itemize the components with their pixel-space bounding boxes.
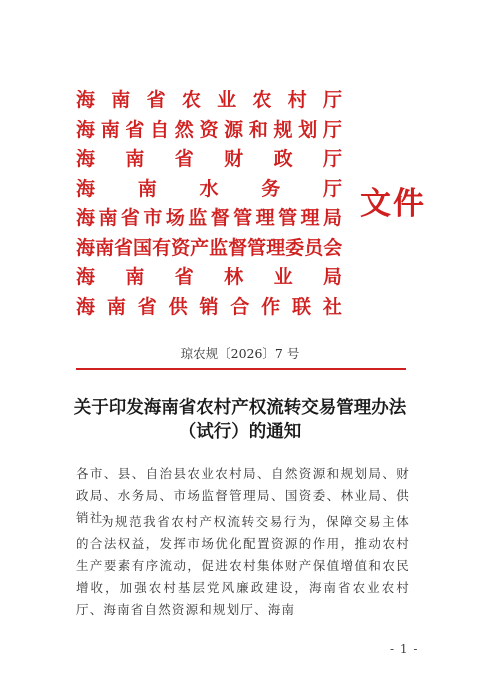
issuer-char: 合 (230, 295, 250, 318)
issuer-line (76, 204, 342, 234)
issuer-char: 省 (125, 118, 145, 141)
issuer-char: 业 (217, 89, 237, 111)
issuer-char: 源 (224, 118, 244, 141)
issuer-char: 农 (252, 89, 272, 111)
issuer-line (76, 116, 342, 146)
issuer-char: 社 (322, 295, 342, 318)
document-title-line-1: 关于印发海南省农村产权流转交易管理办法 (73, 398, 407, 418)
body-paragraph: 为规范我省农村产权流转交易行为，保障交易主体的合法权益，发挥市场优化配置资源的作用，推动农村生产要素有序流动，促进农村集体财产保值增值和农民增收，加强农村基层党风廉政建设，海南省农业农村厅、海南省自然资源和规划厅、海南 (76, 514, 410, 617)
issuer-char: 厅 (322, 148, 342, 170)
issuer-char: 省 (137, 295, 157, 318)
issuer-char: 理 (300, 207, 320, 229)
issuer-char: 南 (137, 177, 157, 200)
issuer-char: 局 (322, 266, 342, 288)
issuer-char: 南 (100, 118, 120, 141)
issuer-char: 省 (120, 207, 140, 229)
issuer-char: 销 (199, 295, 219, 318)
issuer-char: 南 (98, 207, 118, 229)
issuer-char: 海 (76, 266, 96, 288)
issuer-line (76, 175, 342, 205)
issuer-char: 务 (261, 177, 281, 200)
issuer-char: 资 (199, 118, 219, 141)
issuer-char: 水 (199, 177, 219, 200)
issuer-char: 村 (287, 89, 307, 111)
issuer-char: 市 (143, 207, 163, 229)
issuer-char: 厅 (322, 177, 342, 200)
issuer-char: 监 (209, 236, 229, 259)
issuer-list (76, 86, 342, 322)
issuer-char: 海 (76, 236, 96, 259)
issuer-char: 省 (174, 266, 194, 288)
recipients-paragraph: 各市、县、自治县农业农村局、自然资源和规划局、财政局、水务局、市场监督管理局、国资委、林业局、供销社： (76, 466, 410, 525)
issuer-char: 海 (76, 177, 96, 200)
issuer-char: 厅 (322, 89, 342, 111)
issuer-char: 南 (95, 236, 115, 259)
issuer-char: 农 (181, 89, 201, 111)
issuer-char: 供 (168, 295, 188, 318)
issuer-char: 规 (273, 118, 293, 141)
document-title-line-2: （试行）的通知 (178, 422, 302, 442)
issuer-char: 政 (273, 148, 293, 170)
issuer-char: 林 (224, 266, 244, 288)
issuer-char: 海 (76, 89, 96, 111)
issuer-char: 作 (261, 295, 281, 318)
issuer-line (76, 263, 342, 293)
issuer-char: 自 (150, 118, 170, 141)
issuer-line (76, 234, 342, 264)
issuer-char: 和 (248, 118, 268, 141)
issuer-char: 局 (322, 207, 342, 229)
issuer-char: 有 (152, 236, 172, 259)
issuer-char: 产 (190, 236, 210, 259)
issuer-char: 海 (76, 148, 96, 170)
issuer-char: 管 (278, 207, 298, 229)
issuer-char: 委 (285, 236, 305, 259)
document-suffix: 文件 (360, 186, 426, 222)
issuer-char: 海 (76, 207, 96, 229)
issuer-char: 南 (125, 148, 145, 170)
issuer-char: 海 (76, 118, 96, 141)
issuer-line (76, 293, 342, 323)
issuer-char: 管 (247, 236, 267, 259)
issuer-char: 划 (298, 118, 318, 141)
red-divider-line (76, 368, 406, 370)
issuer-char: 厅 (322, 118, 342, 141)
issuer-char: 南 (111, 89, 131, 111)
issuer-char: 南 (106, 295, 126, 318)
issuer-char: 督 (210, 207, 230, 229)
issuer-char: 省 (114, 236, 134, 259)
issuer-char: 国 (133, 236, 153, 259)
issuer-char: 资 (171, 236, 191, 259)
issuer-char: 理 (266, 236, 286, 259)
issuer-char: 联 (292, 295, 312, 318)
issuer-char: 财 (224, 148, 244, 170)
issuer-char: 省 (174, 148, 194, 170)
issuer-char: 理 (255, 207, 275, 229)
issuer-char: 场 (165, 207, 185, 229)
document-number: 琼农规〔2026〕7 号 (180, 346, 300, 361)
issuer-char: 然 (174, 118, 194, 141)
issuer-line (76, 86, 342, 116)
issuer-char: 省 (146, 89, 166, 111)
page-number: - 1 - (390, 642, 419, 656)
issuer-char: 业 (273, 266, 293, 288)
issuer-char: 督 (228, 236, 248, 259)
issuer-char: 海 (76, 295, 96, 318)
issuer-char: 员 (304, 236, 324, 259)
issuer-char: 会 (323, 236, 343, 259)
issuer-line (76, 145, 342, 175)
document-title (0, 396, 480, 444)
issuer-char: 管 (233, 207, 253, 229)
issuer-char: 监 (188, 207, 208, 229)
issuer-char: 南 (125, 266, 145, 288)
